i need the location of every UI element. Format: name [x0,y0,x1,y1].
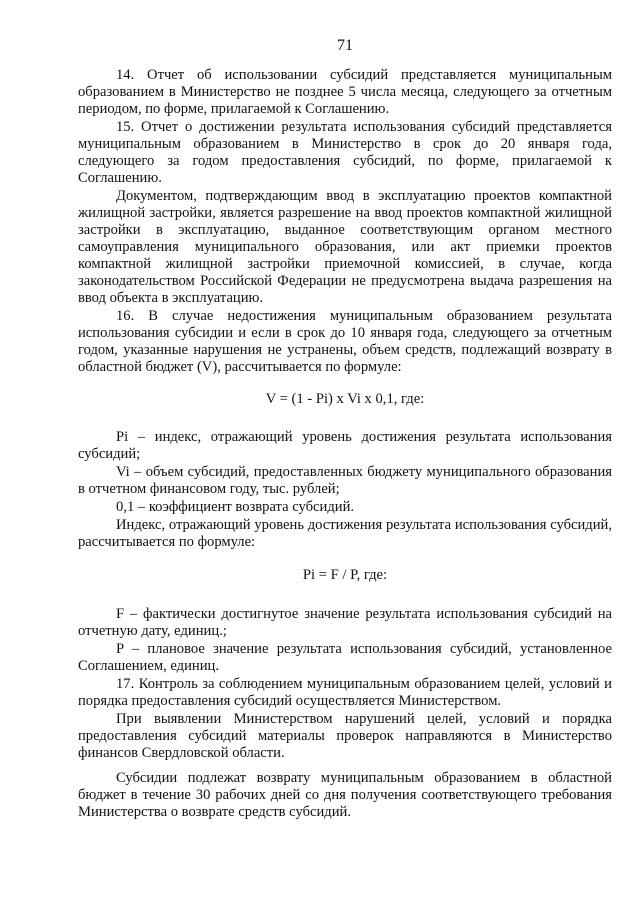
paragraph-17: 17. Контроль за соблюдением муниципальным образованием целей, условий и порядка предоставления субсидий осуществляется Министерством. [78,676,612,709]
paragraph-15: 15. Отчет о достижении результата использования субсидий представляется муниципальным образованием в Министерство в срок до 20 января года, следующего за годом предоставления субсидий, по форме, прилагаемой к Соглашению. [78,119,612,186]
paragraph-17-refund: Субсидии подлежат возврату муниципальным образованием в областной бюджет в течение 30 рабочих дней со дня получения соответствующего требования Министерства о возврате средств субсидий. [78,770,612,820]
definition-vi: Vi – объем субсидий, предоставленных бюджету муниципального образования в отчетном финансовом году, тыс. рублей; [78,464,612,497]
paragraph-16: 16. В случае недостижения муниципальным образованием результата использования субсидии и если в срок до 10 января года, следующего за отчетным годом, указанные нарушения не устранены, объем средств, подлежащий возврату в областной бюджет (V), рассчитывается по формуле: [78,308,612,375]
paragraph-14: 14. Отчет об использовании субсидий представляется муниципальным образованием в Министерство не позднее 5 числа месяца, следующего за отчетным периодом, по форме, прилагаемой к Соглашению. [78,67,612,117]
document-body [78,67,612,822]
definition-coefficient: 0,1 – коэффициент возврата субсидий. [116,499,355,515]
paragraph-17-violations: При выявлении Министерством нарушений целей, условий и порядка предоставления субсидий материалы проверок направляются в Министерство финансов Свердловской области. [78,711,612,761]
formula-index: Pi = F / P, где: [302,567,388,583]
definition-f: F – фактически достигнутое значение результата использования субсидий на отчетную дату, единиц.; [78,606,612,639]
paragraph-15-document: Документом, подтверждающим ввод в эксплуатацию проектов компактной жилищной застройки, является разрешение на ввод проектов компактной жилищной застройки в эксплуатацию, выданное соответствующим органом местного самоуправления муниципального образования, или акт приемки проектов компактной жилищной застройки приемочной комиссией, в случае, когда законодательством Российской Федерации не предусмотрена выдача разрешения на ввод объекта в эксплуатацию. [78,188,612,306]
document-page [78,0,612,905]
definition-pi: Pi – индекс, отражающий уровень достижения результата использования субсидий; [78,429,612,462]
definition-p: P – плановое значение результата использования субсидий, установленное Соглашением, единиц. [78,641,612,674]
page-number: 71 [337,37,353,54]
formula-volume: V = (1 - Pi) x Vi x 0,1, где: [265,391,425,407]
index-intro: Индекс, отражающий уровень достижения результата использования субсидий, рассчитывается по формуле: [78,517,612,550]
